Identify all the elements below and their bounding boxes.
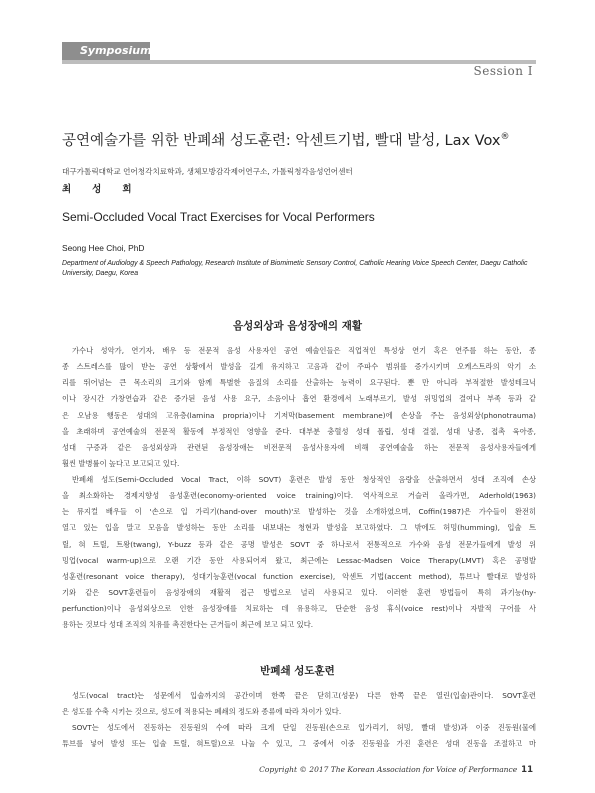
text-line: 가수나 성악가, 연기자, 배우 등 전문적 음성 사용자인 공연 예술인들은 직업적인 특성상 연기 혹은 연주를 하는 동안, 종 [72,346,536,355]
text-line: SOVT는 성도에서 진동하는 진동원의 수에 따라 크게 단일 진동원(손으로 입가리기, 허밍, 빨대 발성)과 이중 진동원(물에 [72,723,536,732]
article-title-english: Semi-Occluded Vocal Tract Exercises for Vocal Performers [62,210,375,224]
article-title-text: 공연예술가를 위한 반폐쇄 성도훈련: 악센트기법, 빨대 발성, Lax Vox [62,133,501,149]
text-line: 성대 구증과 같은 음성외상과 관련된 음성장애는 비전문적 음성사용자에 비해 공연예술을 하는 전문적 음성사용자들에게 [62,442,536,452]
text-line: 튜브를 넣어 발성 또는 입술 트릴, 혀트릴)으로 나눌 수 있고, 그 중에서 이중 진동원을 가진 훈련은 성대 진동을 조절하고 마 [62,739,536,749]
text-line: 훨씬 발병률이 높다고 보고되고 있다. [62,459,180,469]
body-paragraph [62,472,536,634]
text-line: 는 뮤지컬 배우들 이 '손으로 입 가리기(hand-over mouth)'로 발성하는 것을 소개하였으며, Coffin(1987)은 가수들이 완전히 [62,507,536,517]
text-line: 성훈련(resonant voice therapy), 성대기능훈련(vocal function exercise), 악센트 기법(accent method), 튜브나 빨대로 발성하 [62,571,536,581]
text-line: 용하는 것보다 성대 조직의 치유를 촉진한다는 근거들이 최근에 보고 되고 있다. [62,620,314,630]
text-line: 은 성도를 수축 시키는 것으로, 성도에 적용되는 폐쇄의 정도와 종류에 따라 차이가 있다. [62,707,342,717]
text-line: 기와 같은 SOVT훈련들이 음성장애의 재활적 접근 방법으로 널리 사용되고 있다. 이러한 훈련 방법들이 특히 과기능(hy- [62,588,536,598]
text-line: 반폐쇄 성도(Semi-Occluded Vocal Tract, 이하 SOVT) 훈련은 발성 동안 청상적인 음량을 산출하면서 성대 조직에 손상 [72,475,536,484]
session-label: Session I [473,64,533,78]
section-tab: Symposium [62,42,150,60]
text-line: 을 최소화하는 경제지향성 음성훈련(economy-oriented voice training)이다. 역사적으로 거슬러 올라가면, Aderhold(1963) [62,491,536,501]
header-rule [62,60,536,64]
article-title [62,129,542,150]
text-line: 을 초래하며 공연예술의 전문적 활동에 부정적인 영향을 준다. 대부분 충혈성 성대 폴립, 성대 결절, 성대 낭종, 접촉 육아종, [62,426,536,436]
author-name-korean: 최성희 [62,184,153,195]
text-line: 릴, 혀 트릴, 트왕(twang), Y-buzz 등과 같은 공명 발성은 SOVT 중 하나로서 전통적으로 가수와 음성 전문가들에게 발성 위 [62,539,536,549]
section-heading-voice-trauma: 음성외상과 음성장애의 재활 [232,320,363,332]
affiliation-korean: 대구가톨릭대학교 언어청각치료학과, 생체모방감각제어연구소, 가톨릭청각음성언어센터 [62,167,353,176]
text-line: 종 스트레스를 많이 받는 공연 상황에서 발성을 길게 유지하고 고음과 같이 주파수 범위를 증가시키며 오케스트라의 악기 소 [62,362,536,372]
body-paragraph [62,688,536,720]
copyright-text: Copyright © 2017 The Korean Association for Voice of Performance [259,765,518,774]
text-line: 열고 있는 입을 말고 모음을 발성하는 동안 소리를 내보내는 청현과 발성을 보고하였다. 그 밖에도 허밍(humming), 입술 트 [62,523,536,533]
text-line: perfunction)이나 음성외상으로 인한 음성장애를 치료하는 데 유용하고, 단순한 음성 휴식(voice rest)이나 자발적 구어를 사 [62,604,536,614]
author-name-english: Seong Hee Choi, PhD [62,243,145,253]
text-line: 밍업(vocal warm-up)으로 오랜 기간 동안 사용되어져 왔고, 최근에는 Lessac-Madsen Voice Therapy(LMVT) 혹은 공명발 [62,555,536,565]
text-line: 은 오남용 행동은 성대의 고유층(lamina propria)이나 기저막(basement membrane)에 손상을 주는 음성외상(phonotrauma) [62,410,536,420]
body-paragraph [62,343,536,472]
text-line: 리를 뛰어넘는 큰 목소리의 크기와 함께 특별한 음질의 소리를 산출하는 능력이 요구된다. 뿐 만 아니라 부적절한 발성테크닉 [62,378,536,388]
section-heading-sovt: 반폐쇄 성도훈련 [260,665,335,677]
text-line: 성도(vocal tract)는 성문에서 입술까지의 공간이며 한쪽 끝은 닫히고(성문) 다른 한쪽 끝은 열린(입술)관이다. SOVT훈련 [72,691,536,700]
text-line: 이나 장시간 가창연습과 같은 증가된 음성 사용 요구, 소음이나 흡연 환경에서 노래부르기, 발성 위밍업의 결여나 부족 등과 같 [62,394,536,404]
body-paragraph [62,720,536,752]
page-footer [259,765,533,775]
affiliation-english: Department of Audiology & Speech Pathology, Research Institute of Biomimetic Sensory Control, Catholic Hearing Voice Speech Center, Daegu Catholic University, Daegu, Korea [62,260,528,277]
page-number: 11 [521,765,533,775]
registered-mark: ® [500,132,510,143]
